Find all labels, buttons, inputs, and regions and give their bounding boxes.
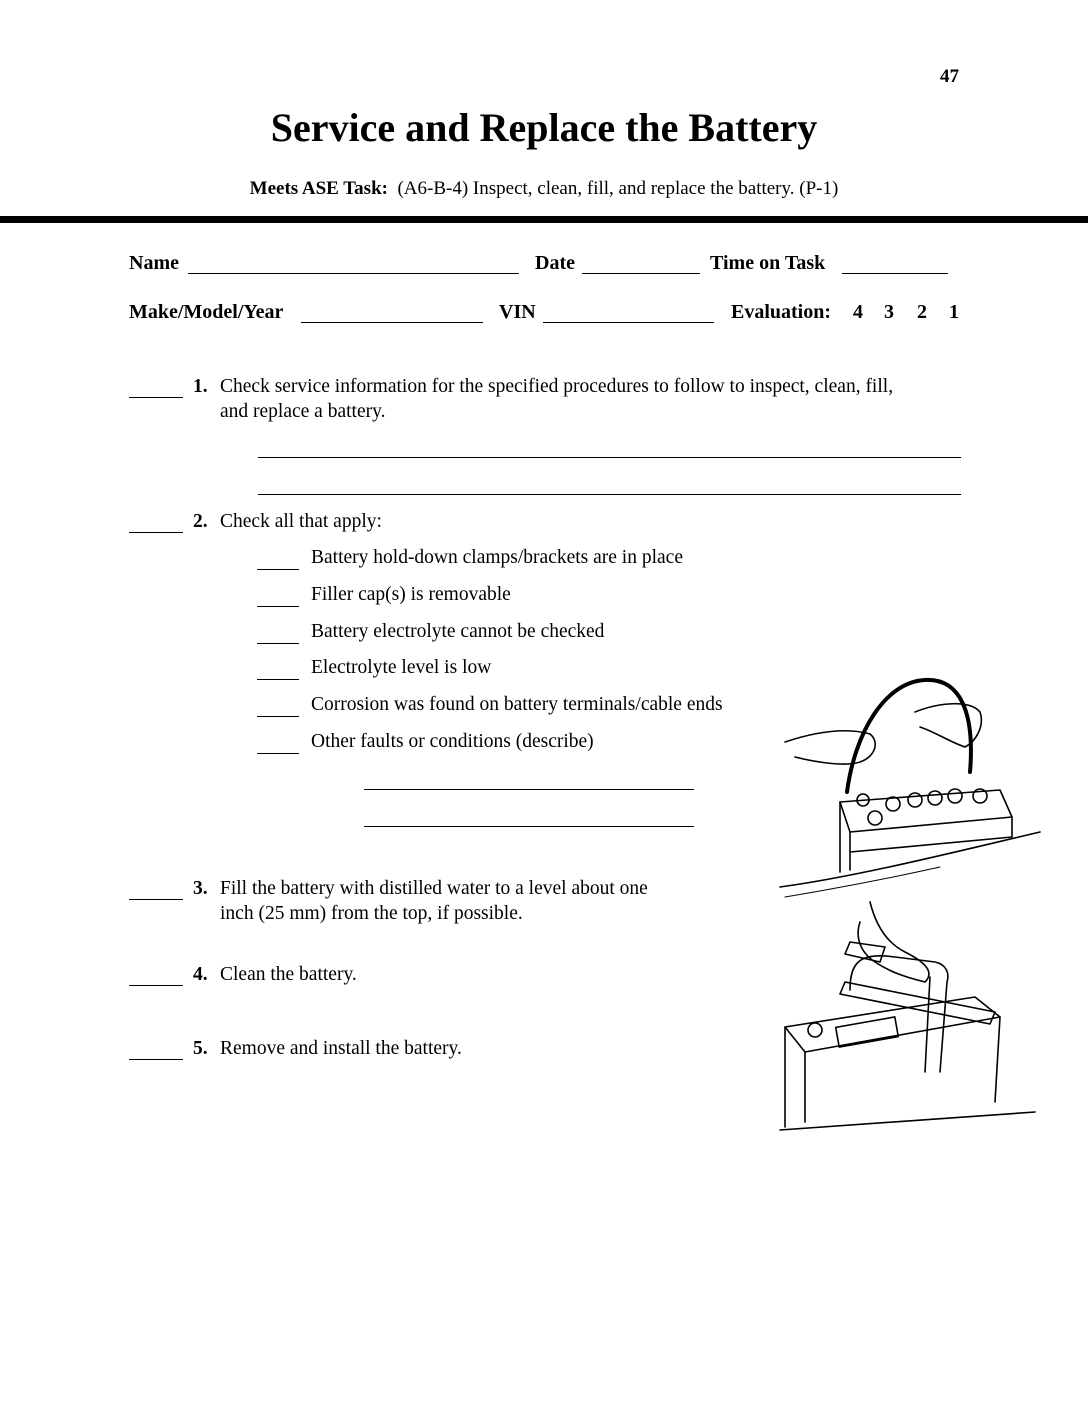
time-on-task-field[interactable] — [842, 273, 948, 274]
checklist-box-3[interactable] — [257, 643, 299, 644]
name-label: Name — [129, 252, 179, 274]
page-number: 47 — [940, 66, 959, 87]
make-model-year-label: Make/Model/Year — [129, 301, 284, 323]
step-4-text: Clean the battery. — [220, 964, 357, 985]
step-2-number: 2. — [193, 511, 208, 532]
checklist-item-1: Battery hold-down clamps/brackets are in place — [311, 547, 683, 568]
step-3-text: Fill the battery with distilled water to a level about one — [220, 878, 648, 899]
step-3-number: 3. — [193, 878, 208, 899]
checklist-box-5[interactable] — [257, 716, 299, 717]
ase-task-label: Meets ASE Task: — [249, 178, 388, 199]
step-2-checkoff[interactable] — [129, 532, 183, 533]
ase-task-line — [0, 178, 1088, 200]
checklist-item-3: Battery electrolyte cannot be checked — [311, 621, 605, 642]
header-divider — [0, 216, 1088, 223]
step-3-text-cont: inch (25 mm) from the top, if possible. — [220, 903, 523, 924]
step-4-checkoff[interactable] — [129, 985, 183, 986]
checklist-box-6[interactable] — [257, 753, 299, 754]
evaluation-label: Evaluation: — [731, 301, 832, 323]
make-model-year-field[interactable] — [301, 322, 483, 323]
evaluation-score-2[interactable]: 2 — [917, 301, 927, 323]
checklist-box-2[interactable] — [257, 606, 299, 607]
step-5-text: Remove and install the battery. — [220, 1038, 462, 1059]
step-5-checkoff[interactable] — [129, 1059, 183, 1060]
checklist-item-2: Filler cap(s) is removable — [311, 584, 511, 605]
describe-line-2[interactable] — [364, 826, 694, 827]
evaluation-score-4[interactable]: 4 — [853, 301, 863, 323]
step-1-text-cont: and replace a battery. — [220, 401, 386, 422]
battery-cable-illustration — [780, 680, 1040, 897]
step-1-answer-line-2[interactable] — [258, 494, 961, 495]
battery-carrier-illustration — [780, 902, 1035, 1130]
step-2-text: Check all that apply: — [220, 511, 382, 532]
step-3-checkoff[interactable] — [129, 899, 183, 900]
step-1-text: Check service information for the specified procedures to follow to inspect, clean, fill, — [220, 376, 894, 397]
step-1-answer-line-1[interactable] — [258, 457, 961, 458]
battery-illustration — [775, 672, 1045, 1137]
name-field[interactable] — [188, 273, 519, 274]
step-5-number: 5. — [193, 1038, 208, 1059]
evaluation-score-1[interactable]: 1 — [949, 301, 959, 323]
vin-label: VIN — [499, 301, 536, 323]
date-label: Date — [535, 252, 575, 274]
describe-line-1[interactable] — [364, 789, 694, 790]
checklist-box-1[interactable] — [257, 569, 299, 570]
checklist-box-4[interactable] — [257, 679, 299, 680]
evaluation-score-3[interactable]: 3 — [884, 301, 894, 323]
time-on-task-label: Time on Task — [710, 252, 826, 274]
checklist-item-5: Corrosion was found on battery terminals/cable ends — [311, 694, 723, 715]
step-4-number: 4. — [193, 964, 208, 985]
page-title: Service and Replace the Battery — [270, 105, 818, 150]
step-1-checkoff[interactable] — [129, 397, 183, 398]
vin-field[interactable] — [543, 322, 714, 323]
checklist-item-6: Other faults or conditions (describe) — [311, 731, 594, 752]
ase-task-text: (A6-B-4) Inspect, clean, fill, and replace the battery. (P-1) — [397, 178, 839, 199]
date-field[interactable] — [582, 273, 700, 274]
checklist-item-4: Electrolyte level is low — [311, 657, 492, 678]
step-1-number: 1. — [193, 376, 208, 397]
